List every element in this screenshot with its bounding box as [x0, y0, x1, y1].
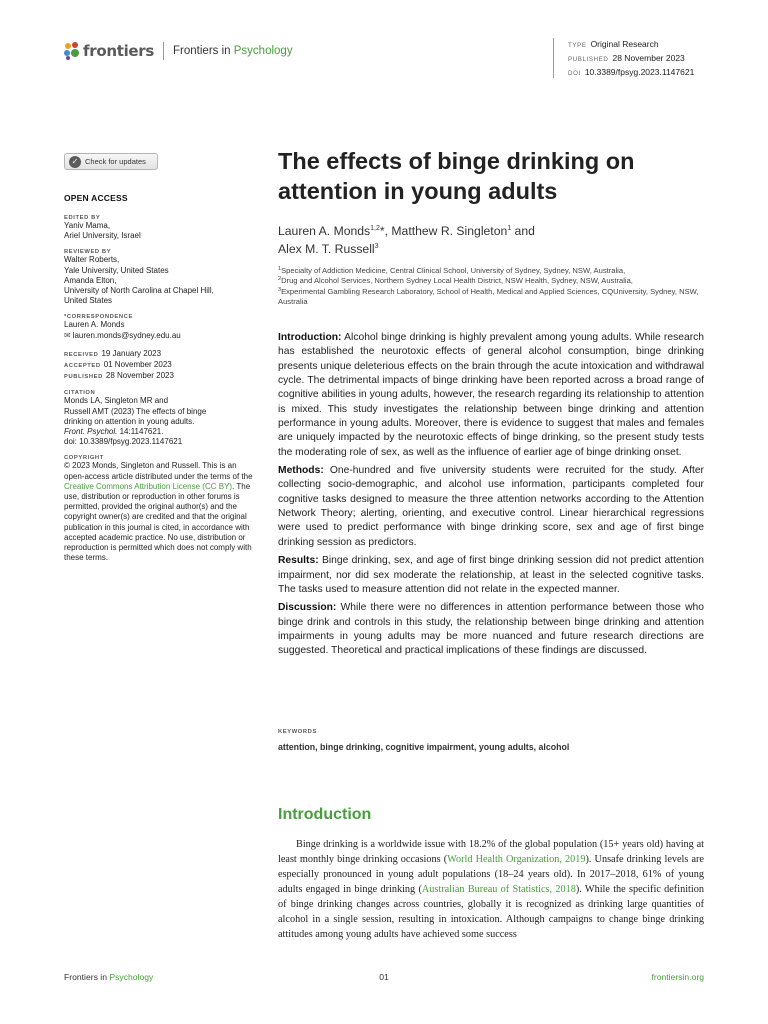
correspondence-email[interactable]: ✉ lauren.monds@sydney.edu.au — [64, 330, 181, 340]
header-divider — [163, 42, 164, 60]
correspondence-block: *CORRESPONDENCE Lauren A. Monds ✉ lauren.monds@sydney.edu.au — [64, 314, 259, 340]
abstract-results: Results: Binge drinking, sex, and age of first binge drinking session did not predict attention impairment, nor did sex moderate the relationship, at least in the selected cognitive tasks. The tasks used to measure attention did not relate in the expected manner. — [278, 555, 704, 595]
footer-site-link[interactable]: frontiersin.org — [651, 972, 704, 982]
abstract-discussion: Discussion: While there were no differences in attention performance between those who binge drink and controls in this study, the relationship between binge drinking and attention impairments in young adults may be more nuanced and future research directions are suggested. Theoretical and practical implications of these findings are discussed. — [278, 602, 704, 657]
dates-block: RECEIVED 19 January 2023 ACCEPTED 01 November 2023 PUBLISHED 28 November 2023 — [64, 348, 174, 381]
meta-published: PUBLISHED 28 November 2023 — [568, 53, 685, 63]
meta-doi[interactable]: DOI 10.3389/fpsyg.2023.1147621 — [568, 67, 695, 77]
introduction-paragraph: Binge drinking is a worldwide issue with 18.2% of the global population (15+ years old) having at least monthly binge drinking occasions (World Health Organization, 2019). Unsafe drinking levels are especially pronounced in young adult populations (18–24 years old). In 2017–2018, 61% of young adults engaged in binge drinking (Australian Bureau of Statistics, 2018). While the specific definition of binge drinking changes across countries, globally it is recognized as drinking large quantities of alcohol in a single session, resulting in intoxication. Although campaigns to change binge drinking attitudes among young adults have achieved some success — [278, 839, 704, 941]
open-access-label: OPEN ACCESS — [64, 193, 128, 203]
check-updates-icon: ✓ — [69, 156, 81, 168]
cc-license-link[interactable]: Creative Commons Attribution License (CC BY) — [64, 481, 233, 491]
abstract-introduction: Introduction: Alcohol binge drinking is highly prevalent among young adults. While research has established the neurotoxic effects of general alcohol consumption, binge drinking presents unique deleterious effects on the brain through the acute intoxication and withdrawal cycle. The detrimental impacts of binge drinking have been reported across a broad range of cognitive abilities in young adults, however, the research regarding its relationship to attention is mixed. This study investigates the relationship between binge drinking and attention performance in young adults. Moreover, there is evidence to suggest that males and females are uniquely impacted by the neurotoxic effects of binge drinking, so the present study tests the moderating role of sex, as well as the influence of earlier age of binge drinking onset. — [278, 332, 704, 458]
author-link[interactable]: Lauren A. Monds — [278, 224, 371, 238]
citation-block: CITATION Monds LA, Singleton MR and Russell AMT (2023) The effects of binge drinking on attention in young adults. Front. Psychol. 14:1147621. doi: 10.3389/fpsyg.2023.1147621 — [64, 390, 207, 447]
affiliations: $^1$Specialty of Addiction Medicine, Central Clinical School, University of Sydney, Sydney, NSW, Australia, $^2$Drug and Alcohol Services, Northern Sydney Local Health District, NSW Health, Sydney, NSW, Australia, $^3$Experimental Gambling Research Laboratory, School of Health, Medical and Applied Sciences, CQUniversity, Sydney, NSW, Australia — [278, 266, 699, 307]
check-for-updates-button[interactable]: ✓ Check for updates — [64, 153, 158, 170]
meta-type: TYPE Original Research — [568, 39, 659, 49]
page-number: 01 — [379, 972, 389, 982]
edited-by-block: EDITED BY Yaniv Mama, Ariel University, Israel — [64, 215, 141, 241]
journal-name: Frontiers in Psychology — [173, 45, 293, 57]
author-link[interactable]: Alex M. T. Russell — [278, 242, 375, 256]
keywords-list: attention, binge drinking, cognitive impairment, young adults, alcohol — [278, 742, 570, 752]
keywords-label: KEYWORDS — [278, 729, 317, 735]
logo-text: frontiers — [83, 42, 155, 60]
mail-icon: ✉ — [64, 330, 71, 340]
author-list: Lauren A. Monds$^{1,2}$*, Matthew R. Singleton$^1$ and Alex M. T. Russell$^3$ — [278, 224, 535, 256]
footer-journal: Frontiers in Psychology — [64, 972, 154, 982]
citation-link[interactable]: World Health Organization, 2019 — [447, 854, 586, 866]
article-meta — [553, 38, 694, 78]
article-title: The effects of binge drinking on attention in young adults — [278, 148, 635, 204]
author-link[interactable]: Matthew R. Singleton — [391, 224, 508, 238]
reviewed-by-block: REVIEWED BY Walter Roberts, Yale University, United States Amanda Elton, University of North Carolina at Chapel Hill, United States — [64, 249, 214, 306]
sidebar — [64, 193, 259, 563]
copyright-block: COPYRIGHT © 2023 Monds, Singleton and Russell. This is an open-access article distributed under the terms of the Creative Commons Attribution License (CC BY). The use, distribution or reproduction in other forums is permitted, provided the original author(s) and the copyright owner(s) are credited and that the original publication in this journal is cited, in accordance with accepted academic practice. No use, distribution or reproduction is permitted which does not comply with these terms. — [64, 455, 253, 563]
brand-header — [64, 42, 293, 60]
section-heading-introduction: Introduction — [278, 806, 372, 823]
frontiers-logo-icon — [64, 42, 80, 60]
citation-link[interactable]: Australian Bureau of Statistics, 2018 — [421, 884, 576, 896]
abstract — [278, 331, 704, 663]
abstract-methods: Methods: One-hundred and five university students were recruited for the study. After collecting socio-demographic, and alcohol use information, participants completed four cognitive tasks designed to measure the three attention networks according to the Attention Network Theory; alerting, orienting, and executive control. Linear hierarchical regressions were used to predict performance with binge drinking score, sex and age of first binge drinking session as predictors. — [278, 465, 704, 548]
